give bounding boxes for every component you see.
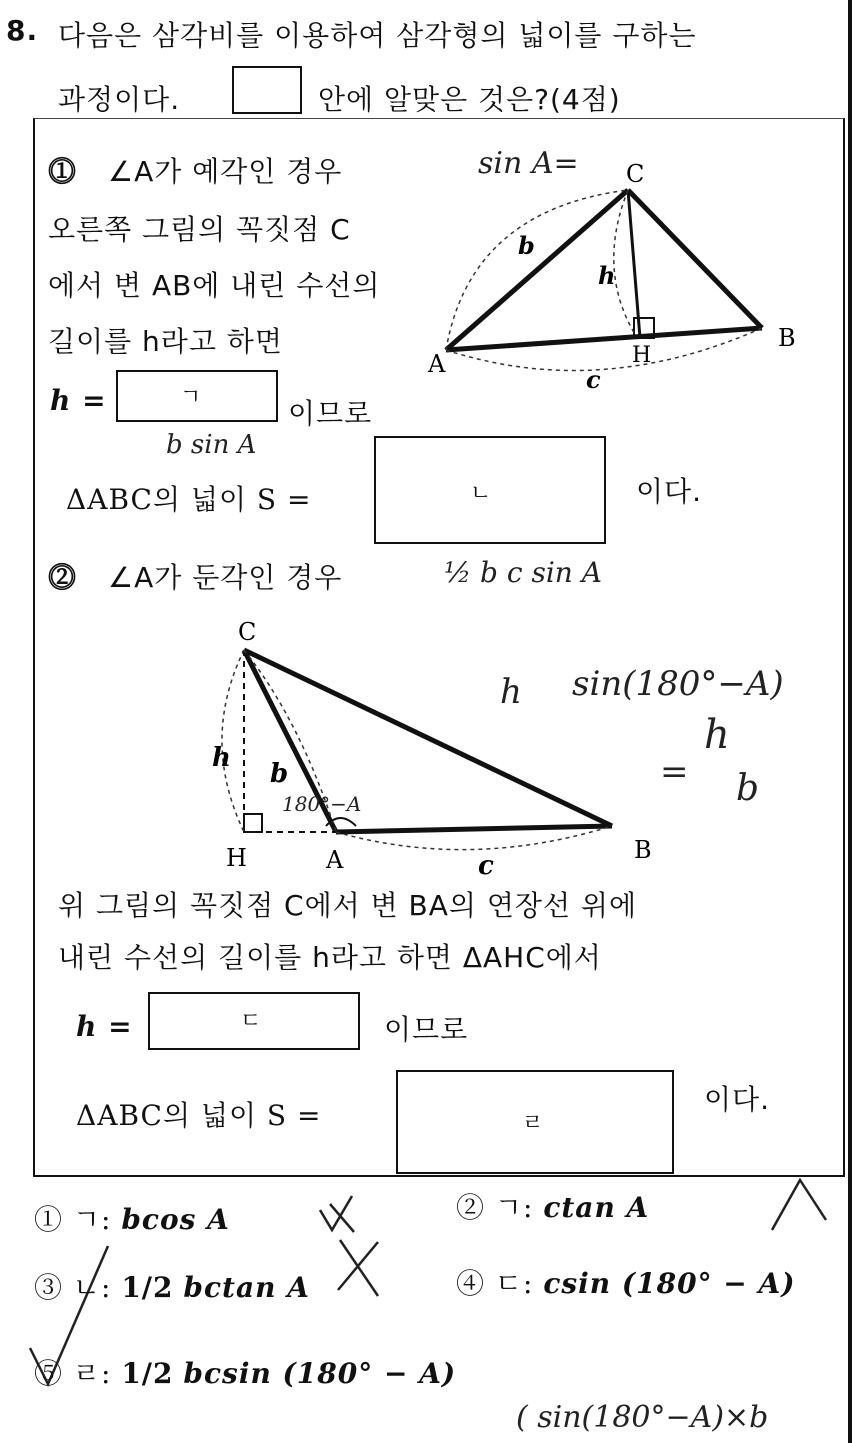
case1-area-suffix: 이다. — [636, 475, 702, 508]
choice-3-key: ㄴ: — [72, 1271, 112, 1304]
choice-2 — [456, 1186, 649, 1226]
case2-area-suffix: 이다. — [704, 1083, 770, 1116]
arc-c-acute — [446, 328, 762, 370]
vertex-B-obtuse: B — [634, 836, 652, 864]
cross-choice-3 — [338, 1240, 378, 1296]
case2-area-prefix: ΔABC의 넓이 S = — [76, 1099, 322, 1132]
side-c-obtuse — [336, 826, 612, 832]
label-b-obtuse: b — [270, 759, 289, 789]
vertex-B-acute: B — [778, 324, 796, 352]
altitude-h-acute — [628, 190, 640, 338]
case1-h-prefix: h = — [50, 384, 107, 417]
vertex-C-acute: C — [626, 160, 645, 188]
choice-1-expr: bcos A — [121, 1203, 230, 1236]
case1-h-suffix: 이므로 — [288, 397, 373, 430]
case2-heading: ∠A가 둔각인 경우 — [108, 561, 343, 594]
label-c-acute: c — [586, 365, 601, 394]
choice-1 — [34, 1198, 230, 1238]
case1-heading: ∠A가 예각인 경우 — [108, 155, 343, 188]
choice-5-frac: 1/2 — [121, 1357, 174, 1390]
handwriting-h-over-b-den: b — [736, 768, 760, 809]
choice-4 — [456, 1262, 796, 1302]
choice-2-key: ㄱ: — [494, 1191, 534, 1224]
handwriting-h-over-b-num: h — [704, 712, 730, 758]
choice-5-expr: bcsin (180° − A) — [183, 1357, 457, 1390]
question-line-2-before: 과정이다. — [58, 83, 181, 116]
arc-h-obtuse — [222, 650, 244, 832]
handwriting-bottom: ( sin(180°−A)×b — [516, 1400, 769, 1435]
question-number: 8. — [6, 14, 39, 47]
choice-5-num: ⑤ — [34, 1357, 64, 1390]
case1-line-3: 길이를 h라고 하면 — [48, 325, 283, 358]
case2-h-prefix: h = — [76, 1010, 133, 1043]
label-h-obtuse: h — [212, 743, 231, 773]
label-b-acute: b — [518, 231, 535, 260]
case2-triangle — [222, 650, 612, 850]
foot-H-acute: H — [632, 343, 652, 368]
case2-desc-line-1: 위 그림의 꼭짓점 C에서 변 BA의 연장선 위에 — [58, 889, 637, 922]
handwriting-equals: = — [660, 752, 689, 792]
choice-4-key: ㄷ: — [494, 1267, 534, 1300]
case1-marker: ⓵ — [48, 155, 78, 188]
choice-1-key: ㄱ: — [72, 1203, 112, 1236]
label-c-obtuse: c — [478, 851, 494, 881]
case1-line-2: 에서 변 AB에 내린 수선의 — [48, 269, 381, 302]
choice-2-num: ② — [456, 1191, 486, 1224]
choice-4-num: ④ — [456, 1267, 486, 1300]
choice-3-expr: bctan A — [183, 1271, 310, 1304]
choice-3-frac: 1/2 — [121, 1271, 174, 1304]
cross-choice-2 — [772, 1180, 826, 1230]
choice-5 — [34, 1352, 456, 1392]
foot-H-obtuse: H — [226, 844, 247, 872]
handwriting-bsinA: b sin A — [166, 430, 257, 460]
case1-line-1: 오른쪽 그림의 꼭짓점 C — [48, 213, 351, 246]
choice-1-num: ① — [34, 1203, 64, 1236]
choice-4-expr: csin (180° − A) — [543, 1267, 796, 1300]
label-h-acute: h — [598, 261, 616, 290]
handwriting-sin-eq: sin(180°−A) — [572, 664, 784, 704]
case2-marker: ⓶ — [48, 561, 78, 594]
vertex-A-obtuse: A — [326, 846, 344, 874]
choice-3-num: ③ — [34, 1271, 64, 1304]
vertex-A-acute: A — [428, 350, 446, 378]
handwriting-h-note: h — [500, 672, 522, 712]
choice-2-expr: ctan A — [543, 1191, 650, 1224]
case2-desc-line-2: 내린 수선의 길이를 h라고 하면 ΔAHC에서 — [58, 941, 602, 974]
case1-area-prefix: ΔABC의 넓이 S = — [66, 483, 312, 516]
handwriting-angle-note: 180°−A — [282, 792, 362, 816]
blank-g-label: ㄱ — [180, 385, 202, 410]
right-angle-mark-obtuse — [244, 814, 262, 832]
choice-5-key: ㄹ: — [72, 1357, 112, 1390]
blank-n-label: ㄴ — [470, 481, 492, 506]
vertex-C-obtuse: C — [238, 618, 257, 646]
handwriting-sinA: sin A= — [478, 146, 579, 181]
choice-3 — [34, 1266, 310, 1306]
question-line-1: 다음은 삼각비를 이용하여 삼각형의 넓이를 구하는 — [58, 19, 697, 52]
blank-r-label: ㄹ — [522, 1111, 544, 1136]
case2-h-suffix: 이므로 — [384, 1013, 469, 1046]
side-a-acute — [628, 190, 762, 328]
question-line-2-after: 안에 알맞은 것은?(4점) — [318, 83, 621, 116]
handwriting-half-bc-sinA: ½ b c sin A — [444, 556, 602, 589]
blank-d-label: ㄷ — [240, 1009, 262, 1034]
